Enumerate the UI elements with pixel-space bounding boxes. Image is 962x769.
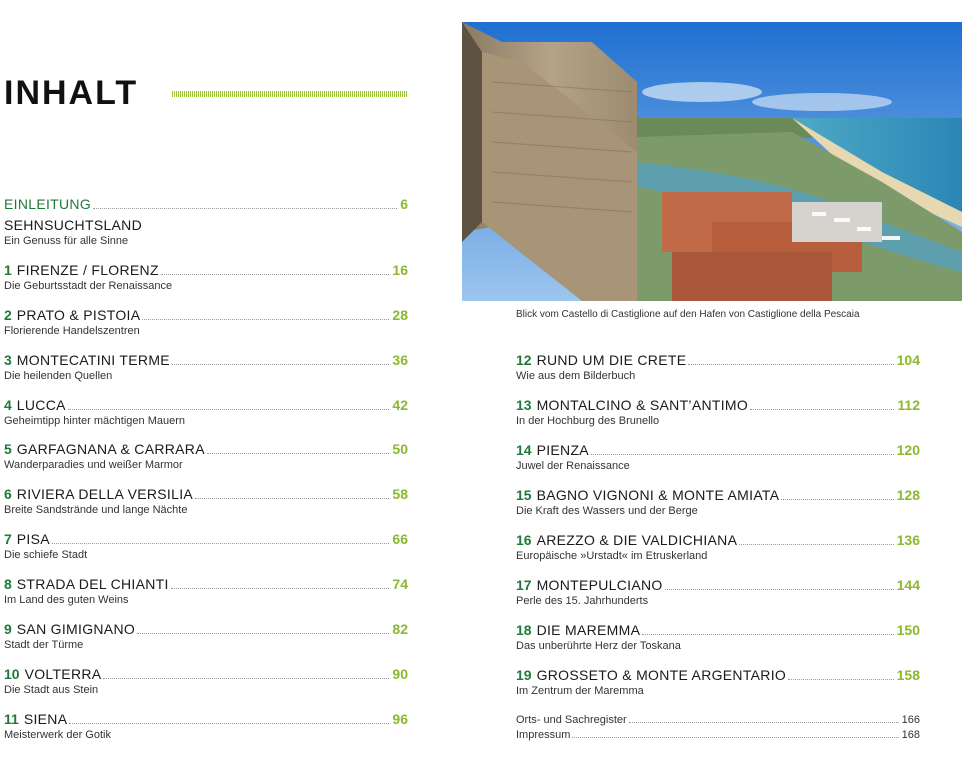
chapter-subtitle: Die Kraft des Wassers und der Berge xyxy=(516,505,698,517)
chapter-page: 128 xyxy=(896,487,920,503)
chapter-page: 104 xyxy=(896,352,920,368)
chapter-page: 120 xyxy=(896,442,920,458)
chapter-name: SAN GIMIGNANO xyxy=(16,621,136,637)
toc-entry-14[interactable] xyxy=(516,442,920,473)
toc-entry-10[interactable] xyxy=(4,666,408,697)
toc-entry-4[interactable] xyxy=(4,397,408,428)
chapter-name: MONTECATINI TERME xyxy=(16,352,170,368)
dot-leader xyxy=(161,274,390,275)
toc-entry-impressum[interactable] xyxy=(516,727,920,743)
toc-entry-8[interactable] xyxy=(4,576,408,607)
chapter-subtitle: Die Geburtsstadt der Renaissance xyxy=(4,280,173,292)
toc-entry-11[interactable] xyxy=(4,711,408,742)
dot-leader xyxy=(142,319,389,320)
chapter-name: MONTALCINO & SANT’ANTIMO xyxy=(536,397,749,413)
chapter-name: VOLTERRA xyxy=(24,666,102,682)
chapter-page: 158 xyxy=(896,667,920,683)
chapter-name: PRATO & PISTOIA xyxy=(16,307,141,323)
chapter-number: 1 xyxy=(4,262,12,278)
dot-leader xyxy=(195,498,389,499)
chapter-number: 16 xyxy=(516,532,532,548)
toc-entry-19[interactable] xyxy=(516,667,920,698)
toc-entry-1[interactable] xyxy=(4,262,408,293)
dot-leader xyxy=(629,722,899,723)
chapter-page: 42 xyxy=(392,397,408,413)
intro-label: EINLEITUNG xyxy=(4,196,92,212)
chapter-name: RIVIERA DELLA VERSILIA xyxy=(16,486,194,502)
chapter-page: 136 xyxy=(896,532,920,548)
chapter-page: 90 xyxy=(392,666,408,682)
chapter-subtitle: Meisterwerk der Gotik xyxy=(4,729,111,741)
dot-leader xyxy=(781,499,893,500)
toc-entry-3[interactable] xyxy=(4,352,408,383)
chapter-name: BAGNO VIGNONI & MONTE AMIATA xyxy=(536,487,780,503)
chapter-name: GARFAGNANA & CARRARA xyxy=(16,441,205,457)
castle-harbor-photo xyxy=(462,22,962,301)
chapter-name: PIENZA xyxy=(536,442,589,458)
chapter-page: 112 xyxy=(897,397,920,413)
chapter-subtitle: Geheimtipp hinter mächtigen Mauern xyxy=(4,415,185,427)
chapter-number: 8 xyxy=(4,576,12,592)
chapter-number: 7 xyxy=(4,531,12,547)
chapter-subtitle: Perle des 15. Jahrhunderts xyxy=(516,595,649,607)
chapter-subtitle: Stadt der Türme xyxy=(4,639,84,651)
chapter-name: FIRENZE / FLORENZ xyxy=(16,262,159,278)
chapter-page: 58 xyxy=(392,486,408,502)
dot-leader xyxy=(572,737,898,738)
chapter-number: 13 xyxy=(516,397,532,413)
dot-leader xyxy=(750,409,894,410)
chapter-number: 17 xyxy=(516,577,532,593)
chapter-name: STRADA DEL CHIANTI xyxy=(16,576,169,592)
photo-caption: Blick vom Castello di Castiglione auf den Hafen von Castiglione della Pescaia xyxy=(516,309,860,320)
toc-entry-16[interactable] xyxy=(516,532,920,563)
chapter-name: MONTEPULCIANO xyxy=(536,577,663,593)
toc-entry-register[interactable] xyxy=(516,712,920,728)
appendix-name: Impressum xyxy=(516,729,571,741)
toc-entry-13[interactable] xyxy=(516,397,920,428)
chapter-name: GROSSETO & MONTE ARGENTARIO xyxy=(536,667,787,683)
intro-subtitle: Ein Genuss für alle Sinne xyxy=(4,235,129,247)
chapter-page: 50 xyxy=(392,441,408,457)
toc-entry-7[interactable] xyxy=(4,531,408,562)
dot-leader xyxy=(69,723,389,724)
dot-leader xyxy=(665,589,894,590)
chapter-name: SIENA xyxy=(23,711,68,727)
chapter-number: 2 xyxy=(4,307,12,323)
chapter-subtitle: Die Stadt aus Stein xyxy=(4,684,99,696)
chapter-subtitle: Die schiefe Stadt xyxy=(4,549,88,561)
toc-entry-12[interactable] xyxy=(516,352,920,383)
toc-entry-15[interactable] xyxy=(516,487,920,518)
chapter-page: 66 xyxy=(392,531,408,547)
toc-entry-5[interactable] xyxy=(4,441,408,472)
dot-leader xyxy=(788,679,894,680)
intro-page: 6 xyxy=(400,196,408,212)
chapter-subtitle: Im Zentrum der Maremma xyxy=(516,685,644,697)
dot-leader xyxy=(688,364,893,365)
chapter-number: 11 xyxy=(4,711,19,727)
chapter-page: 150 xyxy=(896,622,920,638)
toc-entry-6[interactable] xyxy=(4,486,408,517)
dot-leader xyxy=(52,543,390,544)
page-title: INHALT xyxy=(4,74,139,112)
chapter-page: 74 xyxy=(392,576,408,592)
chapter-subtitle: In der Hochburg des Brunello xyxy=(516,415,660,427)
chapter-page: 36 xyxy=(392,352,408,368)
toc-entry-9[interactable] xyxy=(4,621,408,652)
chapter-page: 28 xyxy=(392,307,408,323)
appendix-page: 168 xyxy=(901,729,920,741)
title-decoration xyxy=(172,91,408,97)
chapter-number: 14 xyxy=(516,442,532,458)
chapter-name: AREZZO & DIE VALDICHIANA xyxy=(536,532,738,548)
chapter-number: 4 xyxy=(4,397,12,413)
dot-leader xyxy=(68,409,390,410)
chapter-subtitle: Breite Sandstrände und lange Nächte xyxy=(4,504,188,516)
chapter-subtitle: Wanderparadies und weißer Marmor xyxy=(4,459,183,471)
chapter-number: 15 xyxy=(516,487,532,503)
chapter-name: RUND UM DIE CRETE xyxy=(536,352,687,368)
dot-leader xyxy=(171,588,390,589)
dot-leader xyxy=(642,634,893,635)
chapter-subtitle: Das unberührte Herz der Toskana xyxy=(516,640,681,652)
chapter-number: 18 xyxy=(516,622,532,638)
appendix-name: Orts- und Sachregister xyxy=(516,714,627,726)
dot-leader xyxy=(591,454,894,455)
toc-entry-17[interactable] xyxy=(516,577,920,608)
chapter-name: LUCCA xyxy=(16,397,66,413)
chapter-page: 82 xyxy=(392,621,408,637)
chapter-number: 3 xyxy=(4,352,12,368)
chapter-subtitle: Europäische »Urstadt« im Etruskerland xyxy=(516,550,708,562)
dot-leader xyxy=(207,453,390,454)
chapter-number: 19 xyxy=(516,667,532,683)
dot-leader xyxy=(93,208,397,209)
chapter-subtitle: Im Land des guten Weins xyxy=(4,594,129,606)
chapter-number: 5 xyxy=(4,441,12,457)
chapter-subtitle: Die heilenden Quellen xyxy=(4,370,113,382)
dot-leader xyxy=(137,633,389,634)
dot-leader xyxy=(103,678,389,679)
chapter-name: DIE MAREMMA xyxy=(536,622,641,638)
chapter-subtitle: Wie aus dem Bilderbuch xyxy=(516,370,636,382)
chapter-page: 144 xyxy=(896,577,920,593)
chapter-subtitle: Juwel der Renaissance xyxy=(516,460,630,472)
chapter-page: 16 xyxy=(392,262,408,278)
chapter-subtitle: Florierende Handelszentren xyxy=(4,325,140,337)
chapter-number: 9 xyxy=(4,621,12,637)
toc-entry-intro[interactable] xyxy=(4,196,408,212)
toc-entry-2[interactable] xyxy=(4,307,408,338)
chapter-page: 96 xyxy=(392,711,408,727)
chapter-number: 10 xyxy=(4,666,20,682)
appendix-page: 166 xyxy=(901,714,920,726)
intro-heading-block xyxy=(4,217,408,248)
dot-leader xyxy=(172,364,389,365)
chapter-name: PISA xyxy=(16,531,50,547)
toc-entry-18[interactable] xyxy=(516,622,920,653)
intro-heading: SEHNSUCHTSLAND xyxy=(4,217,142,233)
dot-leader xyxy=(739,544,893,545)
chapter-number: 6 xyxy=(4,486,12,502)
chapter-number: 12 xyxy=(516,352,532,368)
